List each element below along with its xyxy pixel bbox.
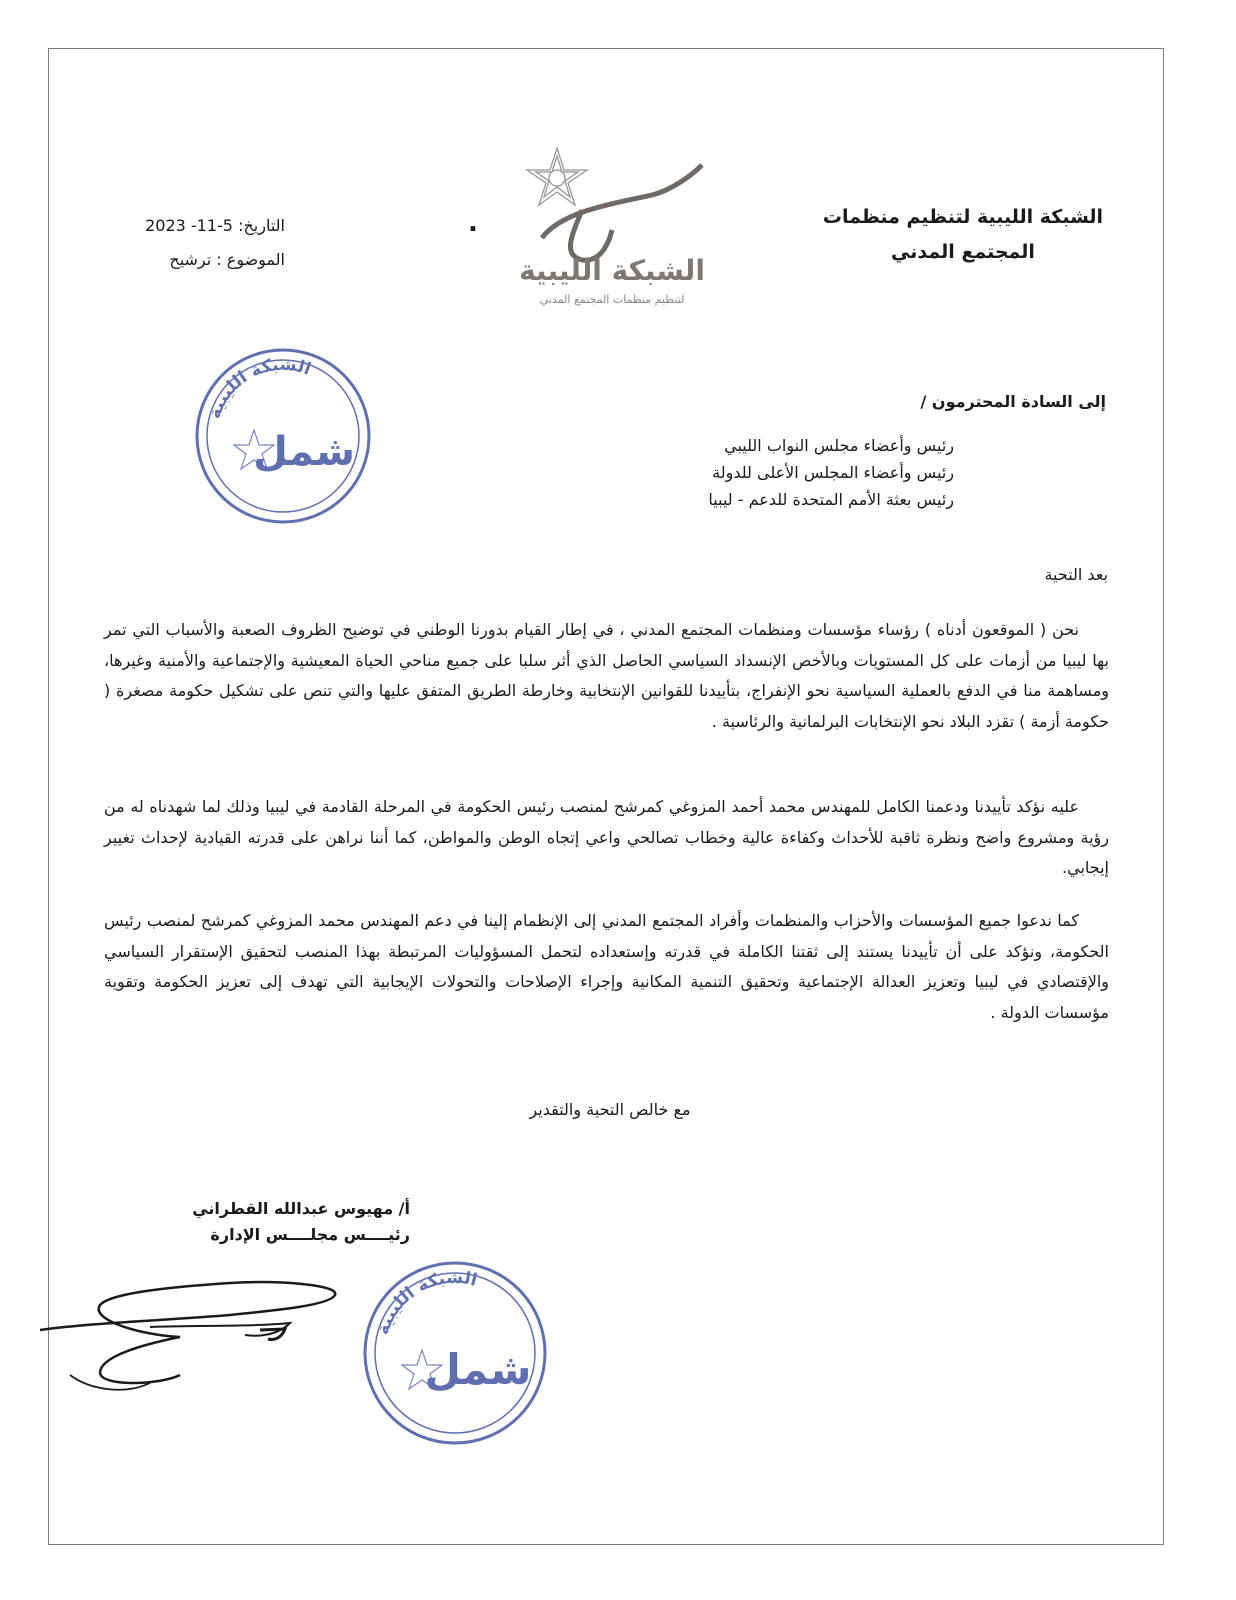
logo-tagline: لتنظيم منظمات المجتمع المدني (539, 293, 685, 306)
addressee: إلى السادة المحترمون / (920, 392, 1106, 411)
letter-subject: الموضوع : ترشيح (169, 250, 285, 269)
signer-title: رئيــــس مجلــــس الإدارة (210, 1225, 410, 1244)
stamp-ring-text-bottom: الشبكة الليبية (372, 1267, 480, 1338)
organization-name-line-2: المجتمع المدني (891, 241, 1035, 263)
paragraph-1: نحن ( الموقعون أدناه ) رؤساء مؤسسات ومنظمات المجتمع المدني ، في إطار القيام بدورنا الوطني في توضيح الظروف الصعبة والأسباب التي تمر بها ليبيا من أزمات على كل المستويات وبالأخص الإنسداد السياسي الحاصل الذي أثر سلبا على جميع مناحي الحياة المعيشية والإجتماعية والأمنية وغيرها، ومساهمة منا في الدفع بالعملية السياسية نحو الإنفراج، بتأييدنا للقوانين الإنتخابية وخارطة الطريق المتفق عليها والتي تنص على تشكيل حكومة مصغرة ( حكومة أزمة ) تقزد البلاد نحو الإنتخابات البرلمانية والرئاسية . (104, 620, 1109, 731)
recipient-1: رئيس وأعضاء مجلس النواب الليبي (724, 436, 954, 455)
official-stamp-bottom (360, 1258, 550, 1448)
organization-name-line-1: الشبكة الليبية لتنظيم منظمات (822, 206, 1104, 228)
recipient-2: رئيس وأعضاء المجلس الأعلى للدولة (712, 463, 954, 482)
stamp-center-text-bottom: شمل (424, 1345, 532, 1394)
signer-name: أ/ مهيوس عبدالله القطراني (192, 1199, 410, 1218)
recipient-3: رئيس بعثة الأمم المتحدة للدعم - ليبيا (708, 490, 954, 509)
logo-name: الشبكة الليبية (519, 254, 705, 287)
logo-mark-stroke (542, 165, 702, 238)
paragraph-2: عليه نؤكد تأييدنا ودعمنا الكامل للمهندس محمد أحمد المزوغي كمرشح لمنصب رئيس الحكومة في المرحلة القادمة في ليبيا وذلك لما شهدناه له من رؤية ومشروع واضح ونظرة ثاقبة للأحداث وكفاءة عالية وخطاب تصالحي واعي إتجاه الوطن والمواطن، كما أننا نراهن على قدرته القيادية لإحداث تغيير إيجابي. (104, 797, 1109, 877)
header-separator-dot: . (468, 208, 478, 238)
letter-meta (110, 209, 285, 277)
logo-mark-curve (570, 210, 612, 260)
stamp-ring-text: الشبكة الليبية (204, 354, 314, 422)
logo-star-icon (527, 148, 587, 205)
recipients-list (708, 432, 954, 513)
organization-name (818, 200, 1108, 270)
greeting: بعد التحية (1044, 565, 1108, 584)
letter-date: التاريخ: 5-11- 2023 (145, 216, 285, 235)
handwritten-signature (30, 1265, 350, 1405)
organization-logo (502, 140, 722, 320)
closing-salutation: مع خالص التحية والتقدير (529, 1100, 691, 1119)
stamp-center-text: شمل (253, 429, 355, 475)
official-stamp-top (192, 345, 374, 527)
signer-block (150, 1196, 410, 1248)
paragraph-3: كما ندعوا جميع المؤسسات والأحزاب والمنظمات وأفراد المجتمع المدني إلى الإنظمام إلينا في دعم المهندس محمد المزوغي كمرشح لمنصب رئيس الحكومة، ونؤكد على أن تأييدنا يستند إلى ثقتنا الكاملة في قدرته وإستعداده لتحمل المسؤوليات المرتبطة بهذا المنصب لتحقيق الإستقرار السياسي والإقتصادي في ليبيا وتعزيز العدالة الإجتماعية وتحقيق التنمية المكانية وإجراء الإصلاحات والتحولات الإيجابية التي تهدف إلى تعزيز الحكومة وتقوية مؤسسات الدولة . (104, 911, 1109, 1022)
